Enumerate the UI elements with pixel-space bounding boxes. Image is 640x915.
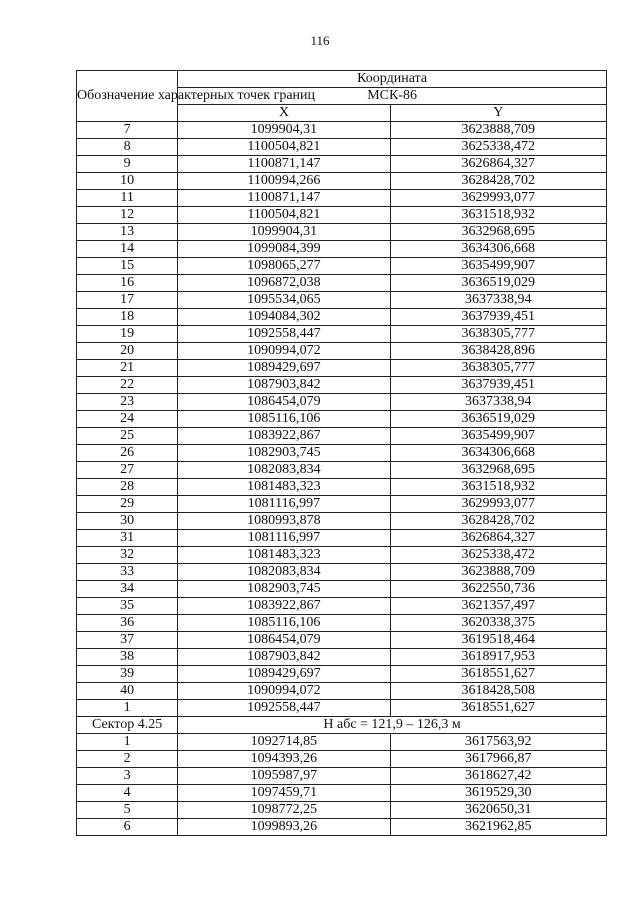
table-row: [77, 394, 607, 411]
x-coordinate-cell: 1099904,31: [178, 224, 390, 241]
table-row: [77, 445, 607, 462]
x-coordinate-cell: 1099904,31: [178, 122, 390, 139]
table-row: [77, 360, 607, 377]
x-coordinate-cell: 1081483,323: [178, 479, 390, 496]
point-number-cell: 2: [77, 751, 178, 768]
y-coordinate-cell: 3631518,932: [390, 479, 606, 496]
x-coordinate-cell: 1092558,447: [178, 700, 390, 717]
y-coordinate-cell: 3629993,077: [390, 190, 606, 207]
x-coordinate-cell: 1085116,106: [178, 615, 390, 632]
table-row: [77, 462, 607, 479]
y-coordinate-cell: 3617966,87: [390, 751, 606, 768]
coordinate-header: Координата: [178, 71, 607, 88]
table-row: [77, 598, 607, 615]
point-number-cell: 25: [77, 428, 178, 445]
header-row-1: [77, 71, 607, 88]
y-coordinate-cell: 3635499,907: [390, 258, 606, 275]
y-coordinate-cell: 3620338,375: [390, 615, 606, 632]
table-row: [77, 802, 607, 819]
sector-label: Сектор 4.25: [77, 717, 178, 734]
sector-height: Н абс = 121,9 – 126,3 м: [178, 717, 607, 734]
sector-row: [77, 717, 607, 734]
point-number-cell: 15: [77, 258, 178, 275]
point-number-cell: 14: [77, 241, 178, 258]
x-coordinate-cell: 1092558,447: [178, 326, 390, 343]
point-number-cell: 10: [77, 173, 178, 190]
x-coordinate-cell: 1096872,038: [178, 275, 390, 292]
point-number-cell: 3: [77, 768, 178, 785]
table-row: [77, 768, 607, 785]
point-number-cell: 17: [77, 292, 178, 309]
point-number-cell: 40: [77, 683, 178, 700]
y-coordinate-cell: 3622550,736: [390, 581, 606, 598]
x-coordinate-cell: 1100871,147: [178, 190, 390, 207]
x-coordinate-cell: 1080993,878: [178, 513, 390, 530]
y-coordinate-cell: 3628428,702: [390, 513, 606, 530]
x-coordinate-cell: 1081116,997: [178, 496, 390, 513]
y-coordinate-cell: 3638428,896: [390, 343, 606, 360]
x-coordinate-cell: 1081483,323: [178, 547, 390, 564]
x-coordinate-cell: 1090994,072: [178, 343, 390, 360]
point-number-cell: 38: [77, 649, 178, 666]
x-coordinate-cell: 1090994,072: [178, 683, 390, 700]
y-coordinate-cell: 3635499,907: [390, 428, 606, 445]
point-number-cell: 13: [77, 224, 178, 241]
point-number-cell: 27: [77, 462, 178, 479]
y-coordinate-cell: 3638305,777: [390, 360, 606, 377]
point-number-cell: 16: [77, 275, 178, 292]
y-coordinate-cell: 3618551,627: [390, 666, 606, 683]
x-coordinate-cell: 1081116,997: [178, 530, 390, 547]
table-row: [77, 343, 607, 360]
point-number-cell: 19: [77, 326, 178, 343]
point-number-cell: 6: [77, 819, 178, 836]
point-number-cell: 18: [77, 309, 178, 326]
x-coordinate-cell: 1083922,867: [178, 428, 390, 445]
y-coordinate-cell: 3632968,695: [390, 224, 606, 241]
table-row: [77, 700, 607, 717]
table-row: [77, 632, 607, 649]
point-number-cell: 11: [77, 190, 178, 207]
y-coordinate-cell: 3623888,709: [390, 564, 606, 581]
table-row: [77, 683, 607, 700]
y-coordinate-cell: 3618551,627: [390, 700, 606, 717]
table-row: [77, 615, 607, 632]
point-number-cell: 9: [77, 156, 178, 173]
point-number-cell: 5: [77, 802, 178, 819]
point-number-cell: 1: [77, 734, 178, 751]
y-coordinate-cell: 3626864,327: [390, 530, 606, 547]
table-row: [77, 377, 607, 394]
x-coordinate-cell: 1085116,106: [178, 411, 390, 428]
table-row: [77, 275, 607, 292]
table-row: [77, 649, 607, 666]
table-row: [77, 581, 607, 598]
y-coordinate-cell: 3632968,695: [390, 462, 606, 479]
y-coordinate-cell: 3638305,777: [390, 326, 606, 343]
point-number-cell: 23: [77, 394, 178, 411]
table-row: [77, 479, 607, 496]
point-number-cell: 7: [77, 122, 178, 139]
point-number-cell: 26: [77, 445, 178, 462]
table-row: [77, 139, 607, 156]
x-coordinate-cell: 1082903,745: [178, 445, 390, 462]
x-coordinate-cell: 1100994,266: [178, 173, 390, 190]
table-row: [77, 411, 607, 428]
y-coordinate-cell: 3636519,029: [390, 411, 606, 428]
table-row: [77, 530, 607, 547]
point-number-cell: 1: [77, 700, 178, 717]
x-coordinate-cell: 1098065,277: [178, 258, 390, 275]
coordinate-system-header: МСК-86: [178, 88, 607, 105]
y-coordinate-cell: 3618428,508: [390, 683, 606, 700]
y-coordinate-cell: 3628428,702: [390, 173, 606, 190]
x-coordinate-cell: 1082083,834: [178, 462, 390, 479]
x-coordinate-cell: 1087903,842: [178, 377, 390, 394]
table-row: [77, 564, 607, 581]
y-coordinate-cell: 3618917,953: [390, 649, 606, 666]
x-coordinate-cell: 1082083,834: [178, 564, 390, 581]
table-row: [77, 224, 607, 241]
y-coordinate-cell: 3625338,472: [390, 139, 606, 156]
y-coordinate-cell: 3625338,472: [390, 547, 606, 564]
x-coordinate-cell: 1099893,26: [178, 819, 390, 836]
y-coordinate-cell: 3619518,464: [390, 632, 606, 649]
x-coordinate-cell: 1094084,302: [178, 309, 390, 326]
y-column-header: Y: [390, 105, 606, 122]
table-row: [77, 428, 607, 445]
table-row: [77, 190, 607, 207]
x-coordinate-cell: 1100504,821: [178, 139, 390, 156]
y-coordinate-cell: 3634306,668: [390, 241, 606, 258]
point-number-cell: 20: [77, 343, 178, 360]
point-number-cell: 29: [77, 496, 178, 513]
point-number-cell: 36: [77, 615, 178, 632]
point-number-cell: 21: [77, 360, 178, 377]
table-row: [77, 241, 607, 258]
y-coordinate-cell: 3637338,94: [390, 292, 606, 309]
table-row: [77, 734, 607, 751]
y-coordinate-cell: 3620650,31: [390, 802, 606, 819]
table-row: [77, 819, 607, 836]
y-coordinate-cell: 3629993,077: [390, 496, 606, 513]
y-coordinate-cell: 3637338,94: [390, 394, 606, 411]
point-number-cell: 4: [77, 785, 178, 802]
point-number-cell: 33: [77, 564, 178, 581]
point-number-cell: 35: [77, 598, 178, 615]
table-row: [77, 309, 607, 326]
point-number-cell: 32: [77, 547, 178, 564]
point-number-cell: 31: [77, 530, 178, 547]
x-column-header: X: [178, 105, 390, 122]
x-coordinate-cell: 1087903,842: [178, 649, 390, 666]
table-row: [77, 785, 607, 802]
table-row: [77, 496, 607, 513]
y-coordinate-cell: 3626864,327: [390, 156, 606, 173]
table-row: [77, 326, 607, 343]
x-coordinate-cell: 1099084,399: [178, 241, 390, 258]
y-coordinate-cell: 3637939,451: [390, 377, 606, 394]
x-coordinate-cell: 1100504,821: [178, 207, 390, 224]
point-number-cell: 37: [77, 632, 178, 649]
page-number: 116: [310, 33, 330, 48]
point-number-cell: 22: [77, 377, 178, 394]
y-coordinate-cell: 3617563,92: [390, 734, 606, 751]
table-row: [77, 292, 607, 309]
y-coordinate-cell: 3623888,709: [390, 122, 606, 139]
x-coordinate-cell: 1100871,147: [178, 156, 390, 173]
y-coordinate-cell: 3618627,42: [390, 768, 606, 785]
x-coordinate-cell: 1089429,697: [178, 666, 390, 683]
table-row: [77, 513, 607, 530]
y-coordinate-cell: 3636519,029: [390, 275, 606, 292]
point-number-cell: 24: [77, 411, 178, 428]
x-coordinate-cell: 1089429,697: [178, 360, 390, 377]
point-number-cell: 12: [77, 207, 178, 224]
point-number-cell: 8: [77, 139, 178, 156]
x-coordinate-cell: 1086454,079: [178, 632, 390, 649]
x-coordinate-cell: 1083922,867: [178, 598, 390, 615]
x-coordinate-cell: 1094393,26: [178, 751, 390, 768]
point-number-cell: 34: [77, 581, 178, 598]
y-coordinate-cell: 3631518,932: [390, 207, 606, 224]
table-row: [77, 666, 607, 683]
point-number-cell: 28: [77, 479, 178, 496]
y-coordinate-cell: 3619529,30: [390, 785, 606, 802]
x-coordinate-cell: 1097459,71: [178, 785, 390, 802]
table-row: [77, 547, 607, 564]
designation-header: Обозначение характерных точек границ: [77, 71, 178, 122]
point-number-cell: 39: [77, 666, 178, 683]
table-row: [77, 122, 607, 139]
table-row: [77, 258, 607, 275]
x-coordinate-cell: 1092714,85: [178, 734, 390, 751]
table-row: [77, 751, 607, 768]
table-row: [77, 156, 607, 173]
x-coordinate-cell: 1095534,065: [178, 292, 390, 309]
point-number-cell: 30: [77, 513, 178, 530]
x-coordinate-cell: 1082903,745: [178, 581, 390, 598]
y-coordinate-cell: 3621357,497: [390, 598, 606, 615]
x-coordinate-cell: 1086454,079: [178, 394, 390, 411]
y-coordinate-cell: 3621962,85: [390, 819, 606, 836]
table-row: [77, 207, 607, 224]
y-coordinate-cell: 3634306,668: [390, 445, 606, 462]
coordinates-table: [76, 70, 607, 836]
y-coordinate-cell: 3637939,451: [390, 309, 606, 326]
table-row: [77, 173, 607, 190]
x-coordinate-cell: 1098772,25: [178, 802, 390, 819]
x-coordinate-cell: 1095987,97: [178, 768, 390, 785]
